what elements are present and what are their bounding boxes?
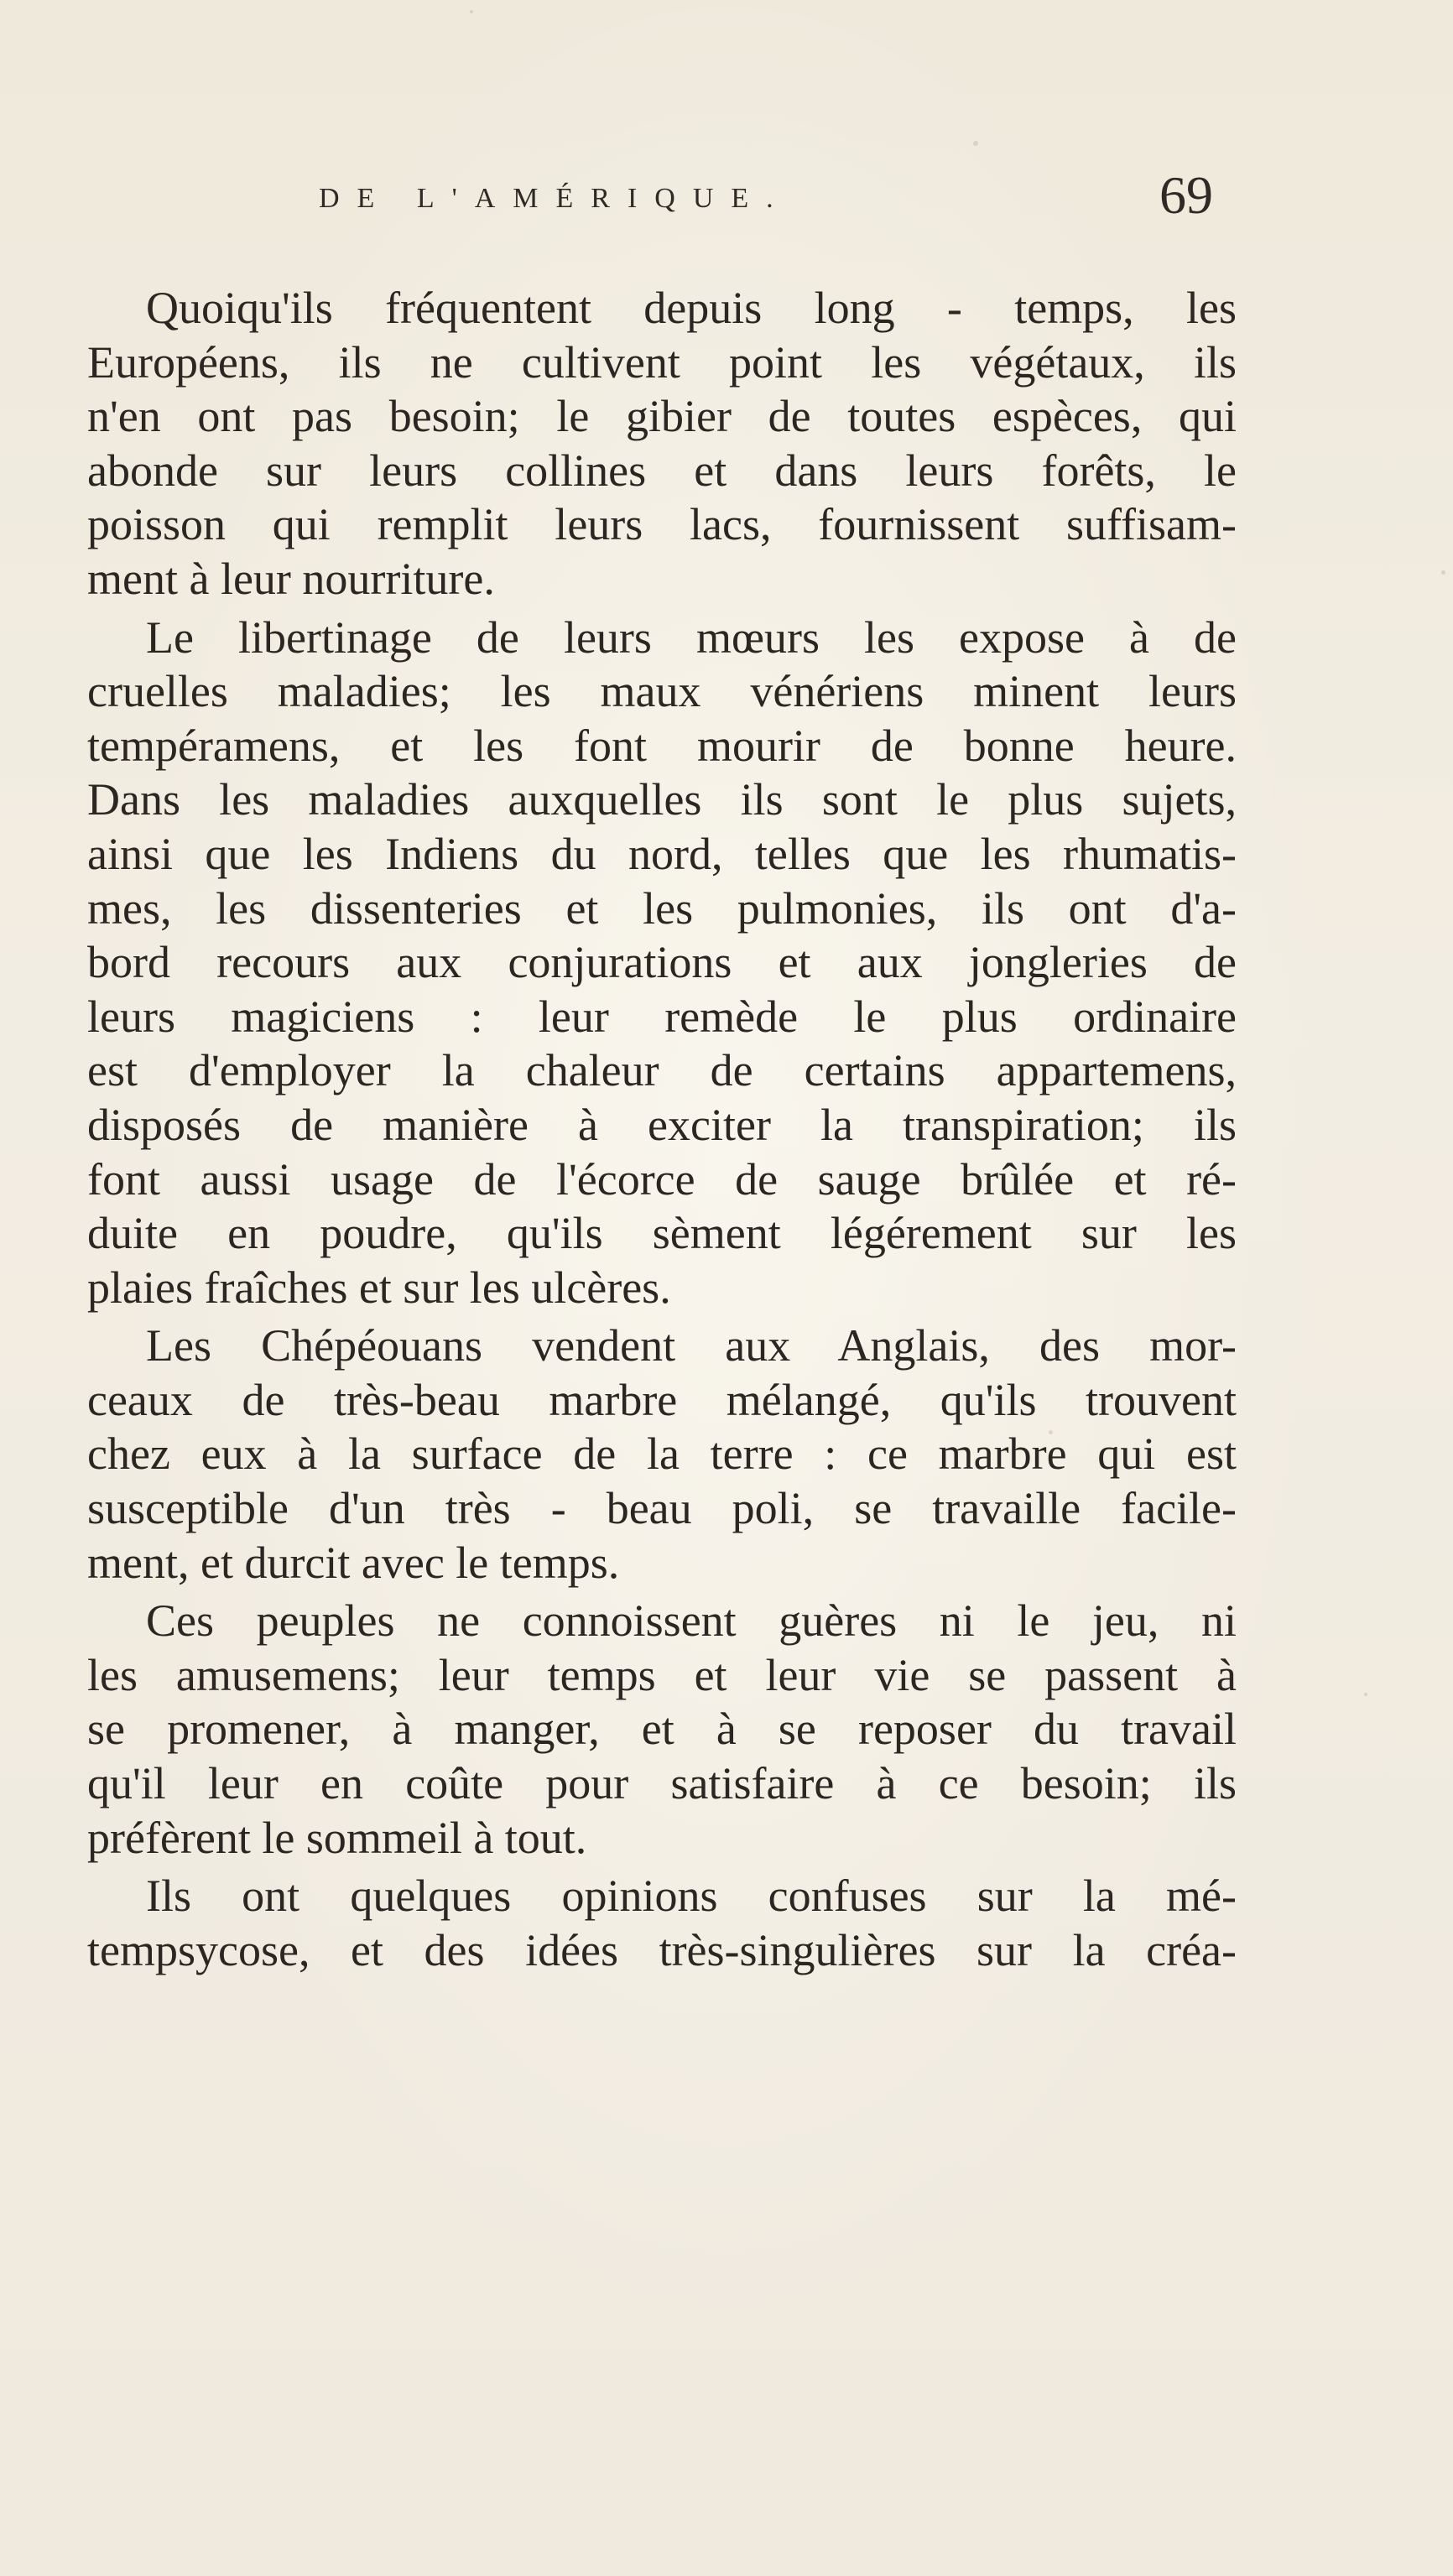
text-line: poisson qui remplit leurs lacs, fournissent suffisam- bbox=[87, 499, 1237, 550]
paper-spot bbox=[1364, 1693, 1367, 1696]
body-text bbox=[87, 281, 1237, 1981]
text-line: préfèrent le sommeil à tout. bbox=[87, 1812, 587, 1863]
running-title: DE L'AMÉRIQUE. bbox=[319, 183, 791, 214]
paper-spot bbox=[1049, 1430, 1053, 1434]
text-line: ment à leur nourriture. bbox=[87, 553, 495, 604]
paper-spot bbox=[1441, 570, 1445, 575]
text-line: Dans les maladies auxquelles ils sont le plus sujets, bbox=[87, 774, 1237, 825]
text-line: ceaux de très-beau marbre mélangé, qu'ils trouvent bbox=[87, 1374, 1237, 1425]
text-line: bord recours aux conjurations et aux jongleries de bbox=[87, 937, 1237, 988]
text-line: Les Chépéouans vendent aux Anglais, des mor- bbox=[146, 1320, 1237, 1371]
text-line: ainsi que les Indiens du nord, telles que les rhumatis- bbox=[87, 828, 1237, 879]
text-line: leurs magiciens : leur remède le plus ordinaire bbox=[87, 991, 1237, 1042]
text-line: Ils ont quelques opinions confuses sur la mé- bbox=[146, 1871, 1237, 1922]
text-line: chez eux à la surface de la terre : ce marbre qui est bbox=[87, 1429, 1237, 1480]
text-line: tempsycose, et des idées très-singulières sur la créa- bbox=[87, 1924, 1237, 1975]
paragraph-5 bbox=[87, 1869, 1237, 1977]
text-line: Européens, ils ne cultivent point les végétaux, ils bbox=[87, 336, 1237, 388]
text-line: les amusemens; leur temps et leur vie se passent à bbox=[87, 1649, 1237, 1700]
paragraph-3 bbox=[87, 1319, 1237, 1590]
text-line: est d'employer la chaleur de certains appartemens, bbox=[87, 1045, 1237, 1096]
page-number: 69 bbox=[1159, 165, 1213, 225]
text-line: Ces peuples ne connoissent guères ni le jeu, ni bbox=[146, 1595, 1237, 1647]
text-line: font aussi usage de l'écorce de sauge brûlée et ré- bbox=[87, 1153, 1237, 1205]
paragraph-2 bbox=[87, 611, 1237, 1315]
text-line: qu'il leur en coûte pour satisfaire à ce besoin; ils bbox=[87, 1758, 1237, 1809]
text-line: susceptible d'un très - beau poli, se travaille facile- bbox=[87, 1483, 1237, 1534]
text-line: se promener, à manger, et à se reposer du travail bbox=[87, 1704, 1237, 1755]
paper-spot bbox=[470, 10, 473, 13]
paragraph-1 bbox=[87, 281, 1237, 606]
text-line: tempéramens, et les font mourir de bonne heure. bbox=[87, 720, 1237, 771]
text-line: abonde sur leurs collines et dans leurs forêts, le bbox=[87, 445, 1237, 496]
text-line: mes, les dissenteries et les pulmonies, ils ont d'a- bbox=[87, 882, 1237, 934]
text-line: disposés de manière à exciter la transpiration; ils bbox=[87, 1099, 1237, 1150]
text-line: cruelles maladies; les maux vénériens minent leurs bbox=[87, 666, 1237, 717]
text-line: ment, et durcit avec le temps. bbox=[87, 1537, 620, 1588]
text-line: Quoiqu'ils fréquentent depuis long - temps, les bbox=[146, 283, 1237, 333]
text-line: plaies fraîches et sur les ulcères. bbox=[87, 1262, 671, 1313]
paper-spot bbox=[973, 141, 978, 146]
paragraph-4 bbox=[87, 1594, 1237, 1865]
text-line: duite en poudre, qu'ils sèment légérement sur les bbox=[87, 1208, 1237, 1259]
text-line: n'en ont pas besoin; le gibier de toutes espèces, qui bbox=[87, 391, 1237, 442]
text-line: Le libertinage de leurs mœurs les expose à de bbox=[146, 611, 1237, 663]
